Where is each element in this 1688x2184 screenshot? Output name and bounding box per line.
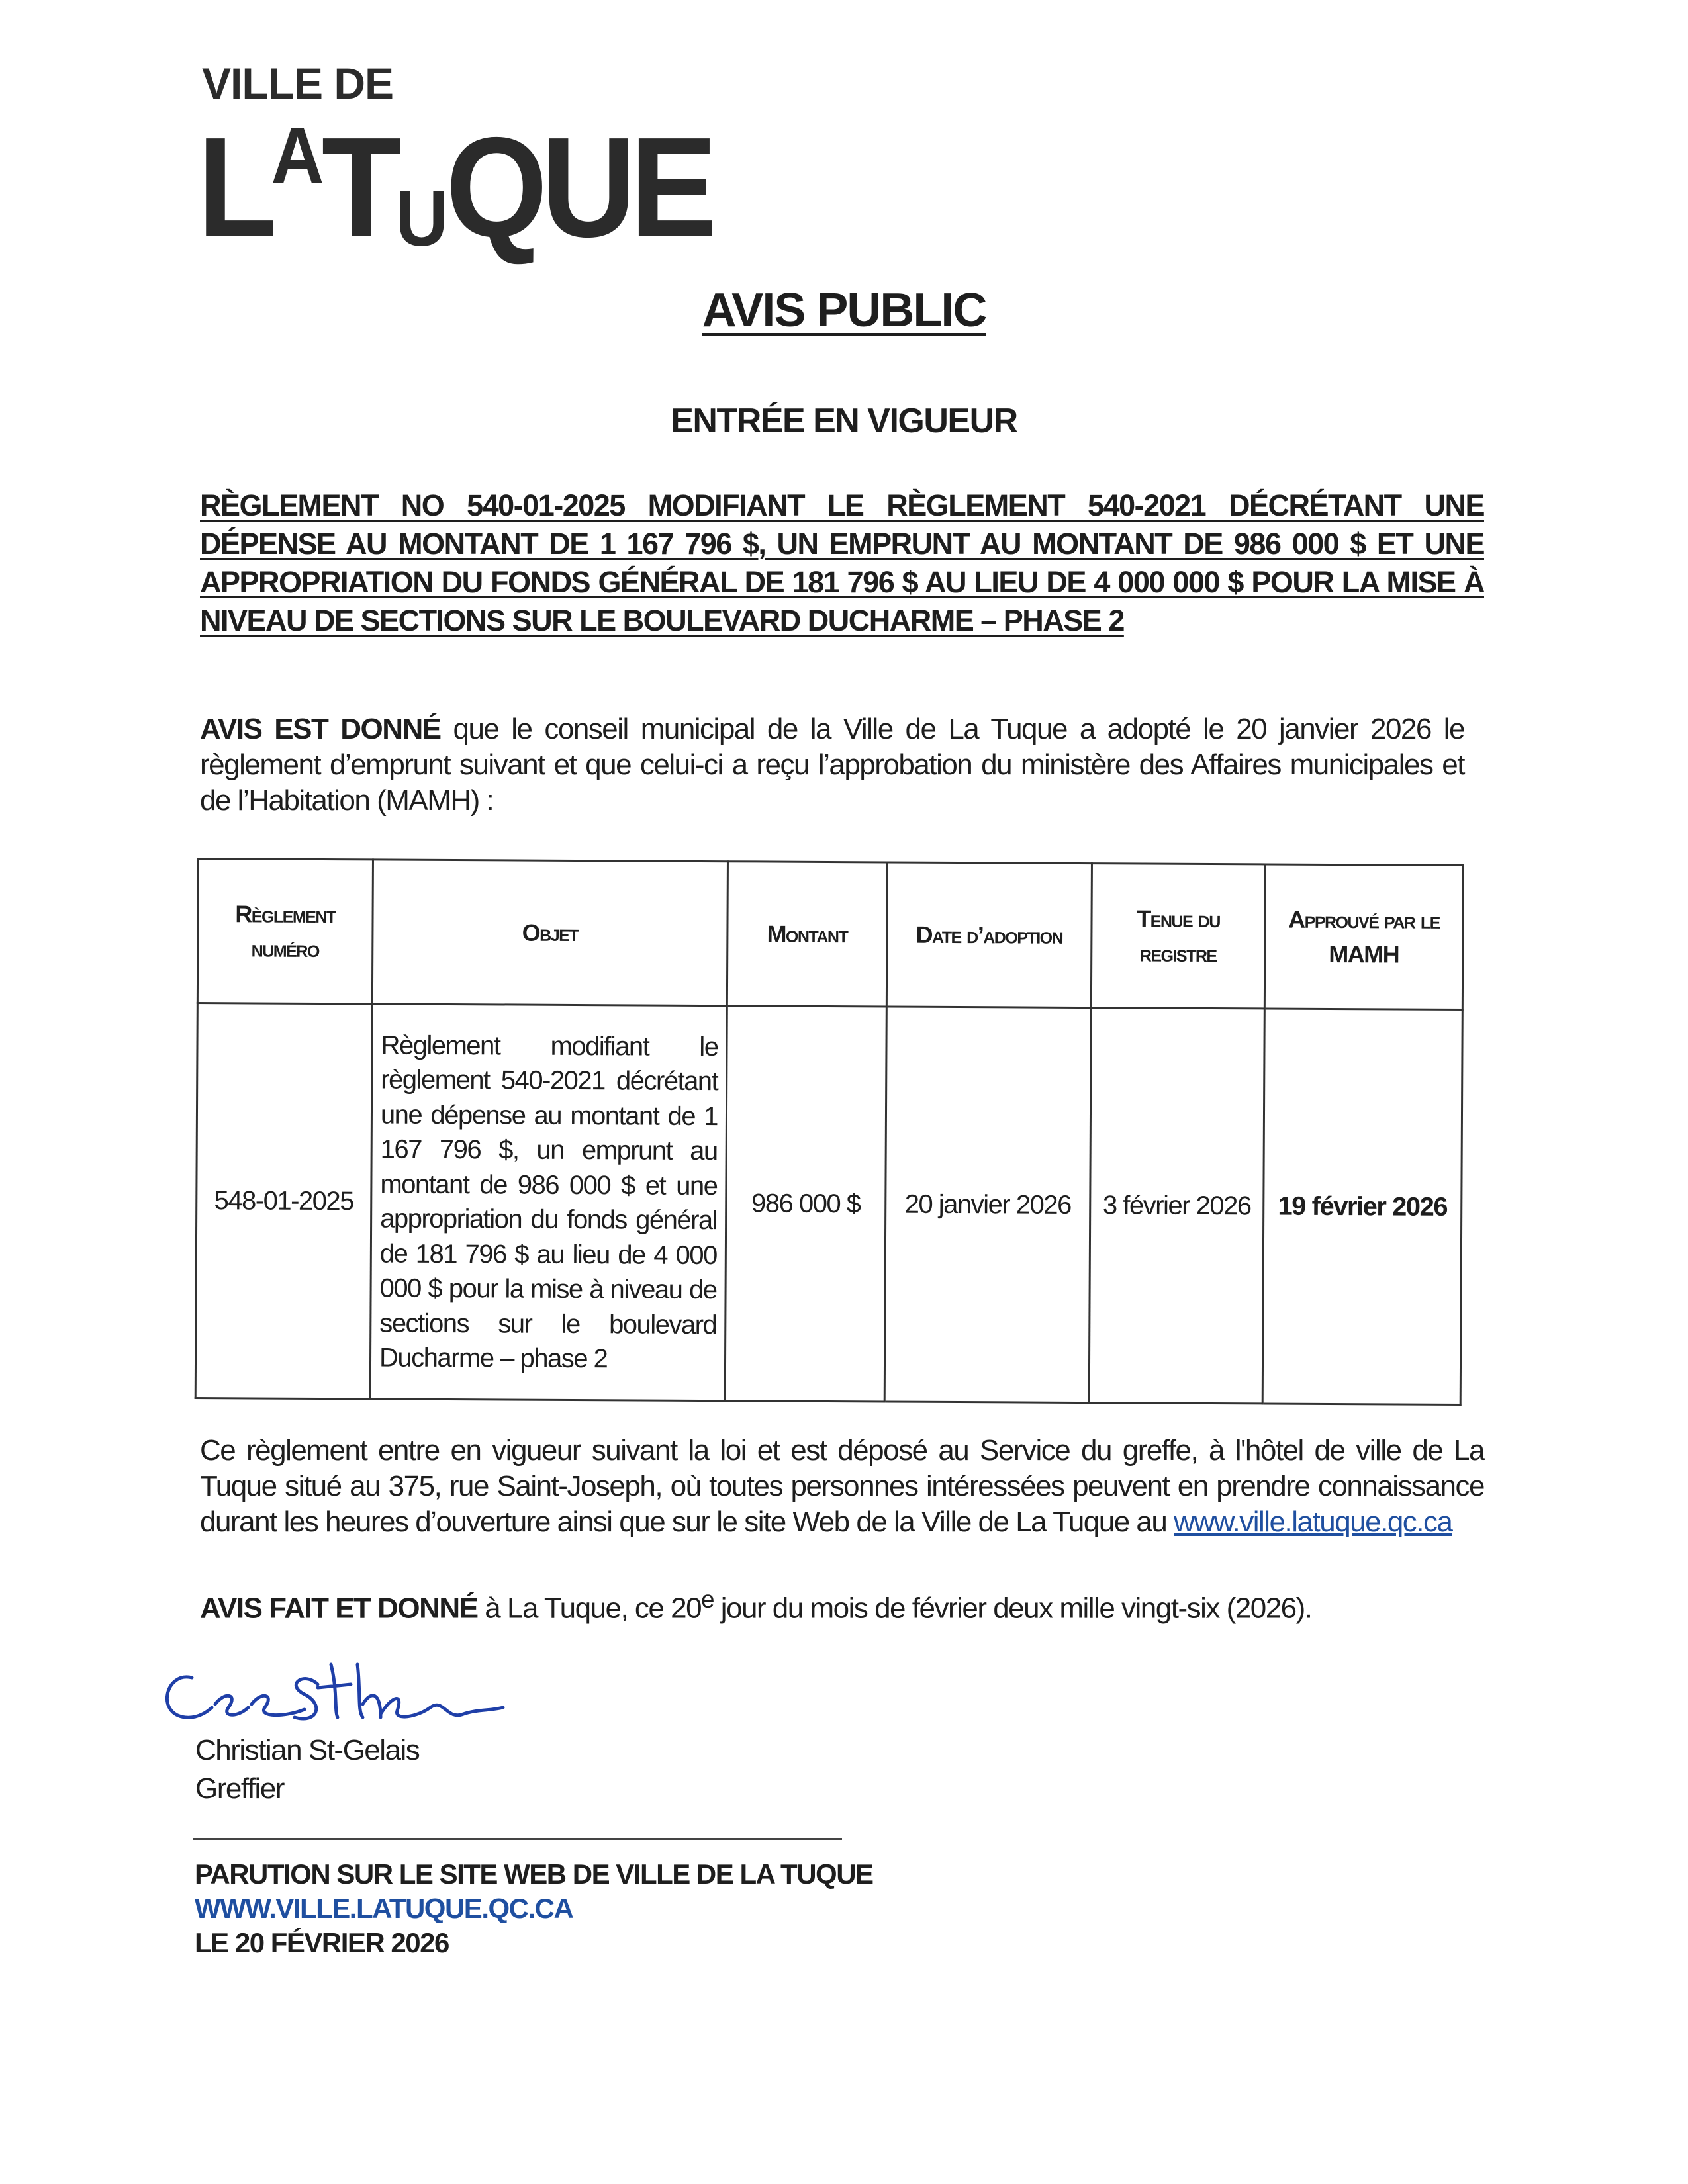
signatory-role: Greffier xyxy=(195,1772,284,1805)
intro-paragraph: AVIS EST DONNÉ que le conseil municipal de la Ville de La Tuque a adopté le 20 janvier 2026 le règlement d’emprunt suivant et que celui-ci a reçu l’approbation du ministère des Affaires municipales et de l’Habitation (MAMH) : xyxy=(200,713,1464,817)
header-date-adoption: Date d’adoption xyxy=(886,862,1092,1008)
bylaw-heading: RÈGLEMENT NO 540-01-2025 MODIFIANT LE RÈGLEMENT 540-2021 DÉCRÉTANT UNE DÉPENSE AU MONTANT DE 1 167 796 $, UN EMPRUNT AU MONTANT DE 986 000 $ ET UNE APPROPRIATION DU FONDS GÉNÉRAL DE 181 796 $ AU LIEU DE 4 000 000 $ POUR LA MISE À NIVEAU DE SECTIONS SUR LE BOULEVARD DUCHARME – PHASE 2 xyxy=(200,488,1484,637)
logo-latuque: $L^ATUQUE$ xyxy=(197,107,712,267)
header-montant: Montant xyxy=(727,862,887,1007)
footer-website-link[interactable]: WWW.VILLE.LATUQUE.QC.CA xyxy=(195,1893,573,1924)
page-title: AVIS PUBLIC xyxy=(702,284,986,337)
table-row xyxy=(195,1003,1462,1405)
footer-line1: PARUTION SUR LE SITE WEB DE VILLE DE LA TUQUE xyxy=(195,1858,873,1889)
signatory-block xyxy=(195,1731,419,1808)
cell-registre: 3 février 2026 xyxy=(1089,1008,1264,1404)
signature-image xyxy=(152,1651,576,1731)
subtitle: ENTRÉE EN VIGUEUR xyxy=(671,402,1017,440)
cell-numero: 548-01-2025 xyxy=(195,1003,372,1399)
website-link[interactable]: www.ville.latuque.qc.ca xyxy=(1174,1506,1452,1538)
header-objet: Objet xyxy=(372,860,727,1006)
footer-date: LE 20 FÉVRIER 2026 xyxy=(195,1927,449,1958)
divider xyxy=(193,1838,842,1840)
entry-paragraph: Ce règlement entre en vigueur suivant la loi et est déposé au Service du greffe, à l'hôtel de ville de La Tuque situé au 375, rue Saint-Joseph, où toutes personnes intéressées peuvent en prendre connaissance durant les heures d’ouverture ainsi que sur le site Web de la Ville de La Tuque au www.ville.latuque.qc.ca xyxy=(200,1434,1484,1538)
publication-footer xyxy=(195,1857,873,1960)
signatory-name: Christian St-Gelais xyxy=(195,1734,420,1766)
cell-montant: 986 000 $ xyxy=(725,1006,886,1402)
cell-date-adoption: 20 janvier 2026 xyxy=(884,1007,1091,1403)
closing-paragraph: AVIS FAIT ET DONNÉ à La Tuque, ce 20e jour du mois de février deux mille vingt-six (2026). xyxy=(200,1586,1312,1625)
table-header-row xyxy=(197,859,1463,1010)
header-numero: Règlement numéro xyxy=(197,859,373,1004)
logo-ville-de: VILLE DE xyxy=(202,59,394,108)
cell-approuve: 19 février 2026 xyxy=(1262,1009,1462,1405)
bylaw-table xyxy=(195,858,1464,1406)
header-registre: Tenue du registre xyxy=(1091,864,1265,1009)
header-approuve: Approuvé par le MAMH xyxy=(1264,864,1463,1010)
cell-objet: Règlement modifiant le règlement 540-2021 décrétant une dépense au montant de 1 167 796 $, un emprunt au montant de 986 000 $ et une appropriation du fonds général de 181 796 $ au lieu de 4 000 000 $ pour la mise à niveau de sections sur le boulevard Ducharme – phase 2 xyxy=(370,1004,727,1401)
